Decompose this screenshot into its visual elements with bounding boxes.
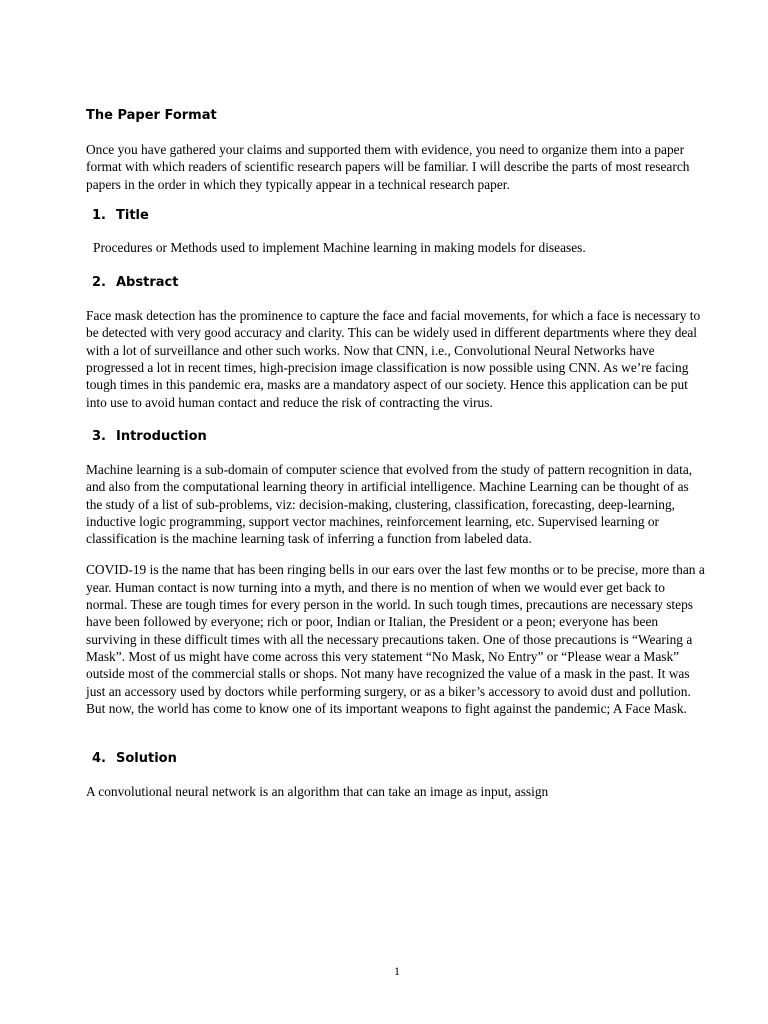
introduction-paragraph-2: COVID-19 is the name that has been ringing bells in our ears over the last few months or to be precise, more than a year. Human contact is now turning into a myth, and there is no mention of when we would ever get back to normal. These are tough times for every person in the world. In such tough times, precautions are necessary steps have been followed by everyone; rich or poor, Indian or Italian, the President or a peon; everyone has been surviving in these difficult times with all the necessary precautions taken. One of those precautions is “Wearing a Mask”. Most of us might have come across this very statement “No Mask, No Entry” or “Please wear a Mask” outside most of the commercial stalls or shops. Not many have recognized the value of a mask in the past. It was just an accessory used by doctors while performing surgery, or as a biker’s accessory to avoid dust and pollution. But now, the world has come to know one of its important weapons to fight against the pandemic; A Face Mask. — [86, 562, 705, 716]
title-paragraph: Procedures or Methods used to implement Machine learning in making models for diseases. — [93, 239, 586, 255]
section-heading-text: Solution — [116, 751, 177, 767]
section-number: 4. — [92, 751, 106, 767]
section-heading-text: Title — [116, 207, 149, 223]
section-number: 3. — [92, 428, 106, 444]
section-heading-text: Abstract — [116, 275, 179, 291]
section-heading-introduction — [86, 428, 706, 446]
page-number: 1 — [394, 964, 400, 978]
document-title: The Paper Format — [86, 108, 217, 123]
section-heading-abstract — [86, 274, 706, 292]
document-body — [86, 107, 706, 800]
section-heading-text: Introduction — [116, 428, 207, 444]
abstract-paragraph: Face mask detection has the prominence to capture the face and facial movements, for which a face is necessary to be detected with very good accuracy and clarity. This can be widely used in different departments where they deal with a lot of surveillance and other such works. Now that CNN, i.e., Convolutional Neural Networks have progressed a lot in recent times, high-precision image classification is now possible using CNN. As we’re facing tough times in this pandemic era, masks are a mandatory aspect of our society. Hence this application can be put into use to avoid human contact and reduce the risk of contracting the virus. — [86, 308, 701, 410]
section-heading-title — [86, 207, 706, 225]
section-number: 2. — [92, 275, 106, 291]
introduction-paragraph-1: Machine learning is a sub-domain of computer science that evolved from the study of pattern recognition in data, and also from the computational learning theory in artificial intelligence. Machine Learning can be thought of as the study of a list of sub-problems, viz: decision-making, clustering, classification, forecasting, deep-learning, inductive logic programming, support vector machines, reinforcement learning, etc. Supervised learning or classification is the machine learning task of inferring a function from labeled data. — [86, 461, 693, 547]
section-number: 1. — [92, 207, 106, 223]
section-heading-solution — [86, 750, 706, 768]
intro-paragraph: Once you have gathered your claims and supported them with evidence, you need to organize them into a paper format with which readers of scientific research papers will be familiar. I will describe the parts of most research papers in the order in which they typically appear in a technical research paper. — [86, 142, 690, 192]
solution-paragraph: A convolutional neural network is an algorithm that can take an image as input, assign — [86, 784, 549, 800]
